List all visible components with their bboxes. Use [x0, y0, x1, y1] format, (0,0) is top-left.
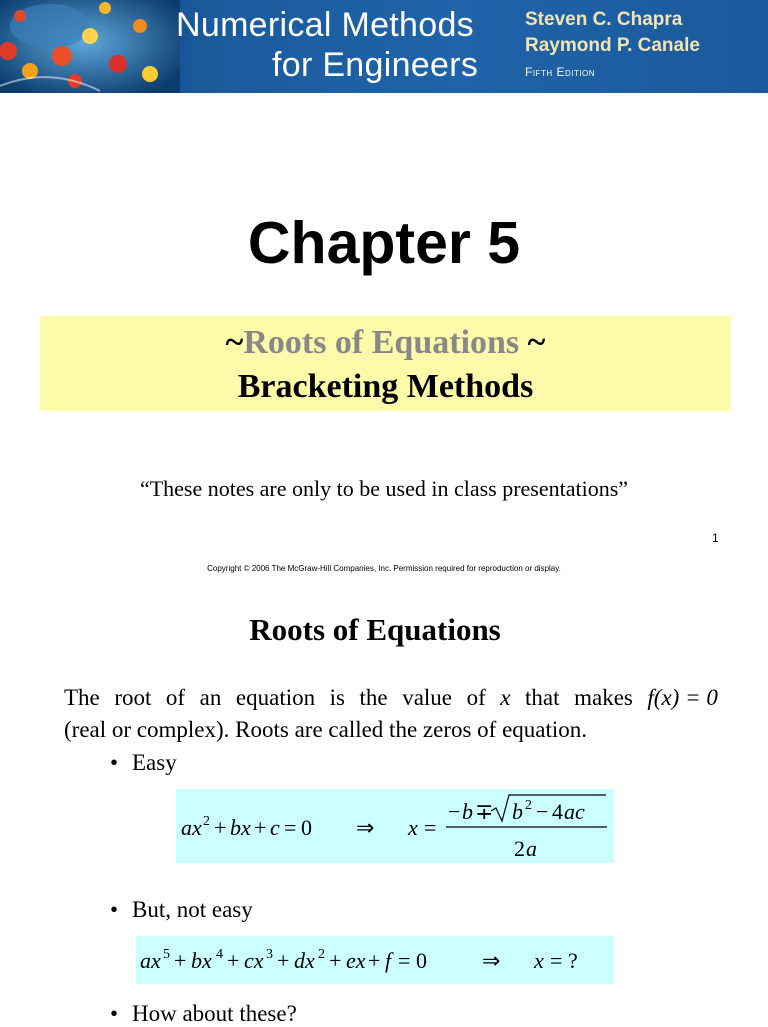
word: makes	[574, 685, 633, 710]
svg-text:cx: cx	[244, 948, 264, 973]
fx-expression: f(x) = 0	[647, 685, 718, 710]
svg-text:+: +	[214, 815, 227, 840]
quadratic-formula	[176, 789, 614, 863]
word: value	[402, 685, 453, 710]
svg-text:5: 5	[163, 947, 170, 962]
svg-text:ax: ax	[181, 815, 202, 840]
quintic-equation-graphic	[136, 936, 614, 984]
word: is	[329, 685, 345, 710]
svg-text:2: 2	[525, 798, 532, 813]
svg-text:a: a	[526, 836, 537, 861]
svg-text:4: 4	[552, 799, 563, 824]
word: of	[165, 685, 186, 710]
bullet-easy	[110, 750, 177, 776]
svg-text:b: b	[512, 799, 523, 824]
svg-text:3: 3	[266, 947, 273, 962]
svg-text:ac: ac	[564, 799, 585, 824]
svg-text:+: +	[254, 815, 267, 840]
word: The	[64, 685, 100, 710]
quintic-equation	[136, 936, 614, 984]
svg-text:?: ?	[568, 948, 578, 973]
book-banner	[0, 0, 768, 93]
svg-text:x: x	[408, 815, 418, 840]
svg-text:0: 0	[416, 948, 427, 973]
svg-text:=: =	[284, 815, 297, 840]
word: root	[114, 685, 152, 710]
paragraph-line2: (real or complex). Roots are called the zeros of equation.	[64, 717, 588, 742]
svg-text:+: +	[368, 948, 381, 973]
quadratic-formula-graphic	[176, 789, 614, 863]
svg-text:⇒: ⇒	[482, 948, 501, 973]
edition-label: Fifth Edition	[525, 65, 596, 79]
word: of	[466, 685, 486, 710]
subtitle-line2: Bracketing Methods	[237, 368, 534, 405]
author-2: Raymond P. Canale	[525, 35, 700, 56]
bullet-dot: •	[110, 1001, 119, 1026]
svg-text:=: =	[398, 948, 411, 973]
copyright-line: Copyright © 2006 The McGraw-Hill Companies, Inc. Permission required for reproduction or display.	[207, 564, 561, 573]
book-title-line1: Numerical Methods	[176, 6, 474, 44]
subtitle-topic: Roots of Equations	[243, 324, 520, 361]
word: equation	[235, 685, 316, 710]
svg-text:⇒: ⇒	[356, 815, 375, 840]
bullet-text: Easy	[132, 750, 177, 775]
book-title-line2: for Engineers	[272, 46, 479, 84]
word: that	[525, 685, 560, 710]
intro-paragraph	[64, 682, 718, 746]
svg-text:+: +	[277, 948, 290, 973]
svg-text:ax: ax	[140, 948, 161, 973]
author-1: Steven C. Chapra	[525, 9, 683, 30]
bullet-how-about	[110, 1001, 297, 1027]
svg-text:x: x	[534, 948, 544, 973]
svg-text:+: +	[329, 948, 342, 973]
svg-text:dx: dx	[294, 948, 315, 973]
paragraph-line1	[64, 682, 718, 714]
svg-text:=: =	[424, 815, 437, 840]
svg-text:2: 2	[514, 836, 525, 861]
svg-text:2: 2	[203, 814, 210, 829]
svg-text:bx: bx	[191, 948, 212, 973]
bullet-dot: •	[110, 750, 119, 775]
usage-notice: “These notes are only to be used in class presentations”	[139, 476, 629, 501]
chapter-title: Chapter 5	[247, 210, 521, 276]
bullet-not-easy	[110, 897, 253, 923]
svg-text:−: −	[536, 799, 549, 824]
svg-text:+: +	[227, 948, 240, 973]
word: the	[359, 685, 388, 710]
subtitle-box	[40, 316, 731, 411]
svg-text:∓: ∓	[475, 799, 494, 824]
svg-text:c: c	[270, 815, 280, 840]
bullet-text: How about these?	[132, 1001, 297, 1026]
tilde-left: ~	[225, 324, 244, 361]
svg-text:4: 4	[216, 947, 223, 962]
svg-text:2: 2	[318, 947, 325, 962]
svg-text:=: =	[550, 948, 563, 973]
tilde-right: ~	[519, 324, 546, 361]
svg-text:bx: bx	[230, 815, 251, 840]
page-number: 1	[712, 531, 719, 545]
word: an	[199, 685, 222, 710]
variable-x: x	[500, 685, 511, 710]
svg-text:ex: ex	[346, 948, 366, 973]
section-title: Roots of Equations	[249, 612, 501, 647]
svg-text:+: +	[174, 948, 187, 973]
bullet-text: But, not easy	[132, 897, 253, 922]
svg-text:−: −	[448, 799, 461, 824]
svg-text:0: 0	[301, 815, 312, 840]
svg-text:b: b	[462, 799, 473, 824]
globe-collage-icon	[0, 0, 180, 93]
bullet-dot: •	[110, 897, 119, 922]
svg-text:f: f	[385, 948, 392, 973]
subtitle-line1	[40, 324, 731, 361]
